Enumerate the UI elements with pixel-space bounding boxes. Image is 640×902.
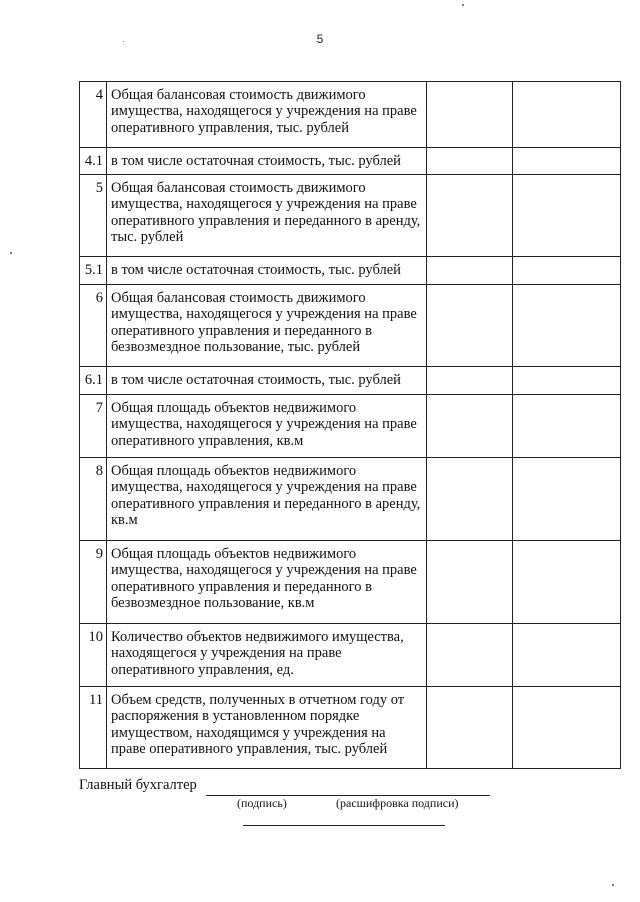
table-row — [80, 175, 621, 257]
scan-speck — [612, 884, 614, 886]
row-description: Общая балансовая стоимость движимого имущества, находящегося у учреждения на праве оперативного управления и переданного в аренду, тыс. рублей — [107, 175, 427, 257]
row-number: 7 — [80, 395, 107, 458]
value-cell-2 — [513, 82, 621, 148]
row-number: 4 — [80, 82, 107, 148]
table-row — [80, 395, 621, 458]
table-row — [80, 257, 621, 285]
blank-line — [243, 825, 445, 826]
value-cell-2 — [513, 148, 621, 175]
row-number: 11 — [80, 687, 107, 769]
row-number: 10 — [80, 624, 107, 687]
value-cell-1 — [427, 541, 513, 624]
table-row — [80, 367, 621, 395]
value-cell-2 — [513, 458, 621, 541]
value-cell-1 — [427, 257, 513, 285]
scan-speck — [462, 4, 464, 6]
page-number: 5 — [316, 32, 324, 46]
table-row — [80, 624, 621, 687]
value-cell-2 — [513, 367, 621, 395]
row-description: в том числе остаточная стоимость, тыс. рублей — [107, 148, 427, 175]
row-number: 5.1 — [80, 257, 107, 285]
scan-speck — [10, 252, 12, 254]
value-cell-2 — [513, 624, 621, 687]
table-row — [80, 82, 621, 148]
row-description: Общая площадь объектов недвижимого имущества, находящегося у учреждения на праве оперативного управления и переданного в аренду, кв.м — [107, 458, 427, 541]
row-number: 6 — [80, 285, 107, 367]
table-row — [80, 285, 621, 367]
value-cell-1 — [427, 458, 513, 541]
row-number: 8 — [80, 458, 107, 541]
table-row — [80, 458, 621, 541]
value-cell-2 — [513, 395, 621, 458]
value-cell-1 — [427, 285, 513, 367]
signature-label: Главный бухгалтер — [79, 777, 197, 793]
row-number: 6.1 — [80, 367, 107, 395]
row-description: Общая площадь объектов недвижимого имущества, находящегося у учреждения на праве оперативного управления, кв.м — [107, 395, 427, 458]
row-description: Общая балансовая стоимость движимого имущества, находящегося у учреждения на праве оперативного управления и переданного в безвозмездное пользование, тыс. рублей — [107, 285, 427, 367]
row-description: Общая площадь объектов недвижимого имущества, находящегося у учреждения на праве оперативного управления и переданного в безвозмездное пользование, кв.м — [107, 541, 427, 624]
row-description: в том числе остаточная стоимость, тыс. рублей — [107, 367, 427, 395]
table-row — [80, 148, 621, 175]
value-cell-1 — [427, 687, 513, 769]
value-cell-2 — [513, 285, 621, 367]
table-row — [80, 541, 621, 624]
decoding-hint: (расшифровка подписи) — [336, 796, 459, 810]
row-description: в том числе остаточная стоимость, тыс. рублей — [107, 257, 427, 285]
value-cell-1 — [427, 175, 513, 257]
row-number: 9 — [80, 541, 107, 624]
value-cell-2 — [513, 175, 621, 257]
value-cell-1 — [427, 148, 513, 175]
table-row — [80, 687, 621, 769]
row-number: 4.1 — [80, 148, 107, 175]
report-table — [79, 81, 621, 769]
value-cell-1 — [427, 367, 513, 395]
row-description: Общая балансовая стоимость движимого имущества, находящегося у учреждения на праве оперативного управления, тыс. рублей — [107, 82, 427, 148]
value-cell-1 — [427, 395, 513, 458]
value-cell-2 — [513, 687, 621, 769]
value-cell-2 — [513, 257, 621, 285]
row-description: Количество объектов недвижимого имущества, находящегося у учреждения на праве оперативного управления, ед. — [107, 624, 427, 687]
scan-speck — [123, 41, 124, 42]
row-description: Объем средств, полученных в отчетном году от распоряжения в установленном порядке имуществом, находящимся у учреждения на праве оперативного управления, тыс. рублей — [107, 687, 427, 769]
row-number: 5 — [80, 175, 107, 257]
signature-hint: (подпись) — [237, 796, 287, 810]
value-cell-1 — [427, 82, 513, 148]
value-cell-1 — [427, 624, 513, 687]
value-cell-2 — [513, 541, 621, 624]
